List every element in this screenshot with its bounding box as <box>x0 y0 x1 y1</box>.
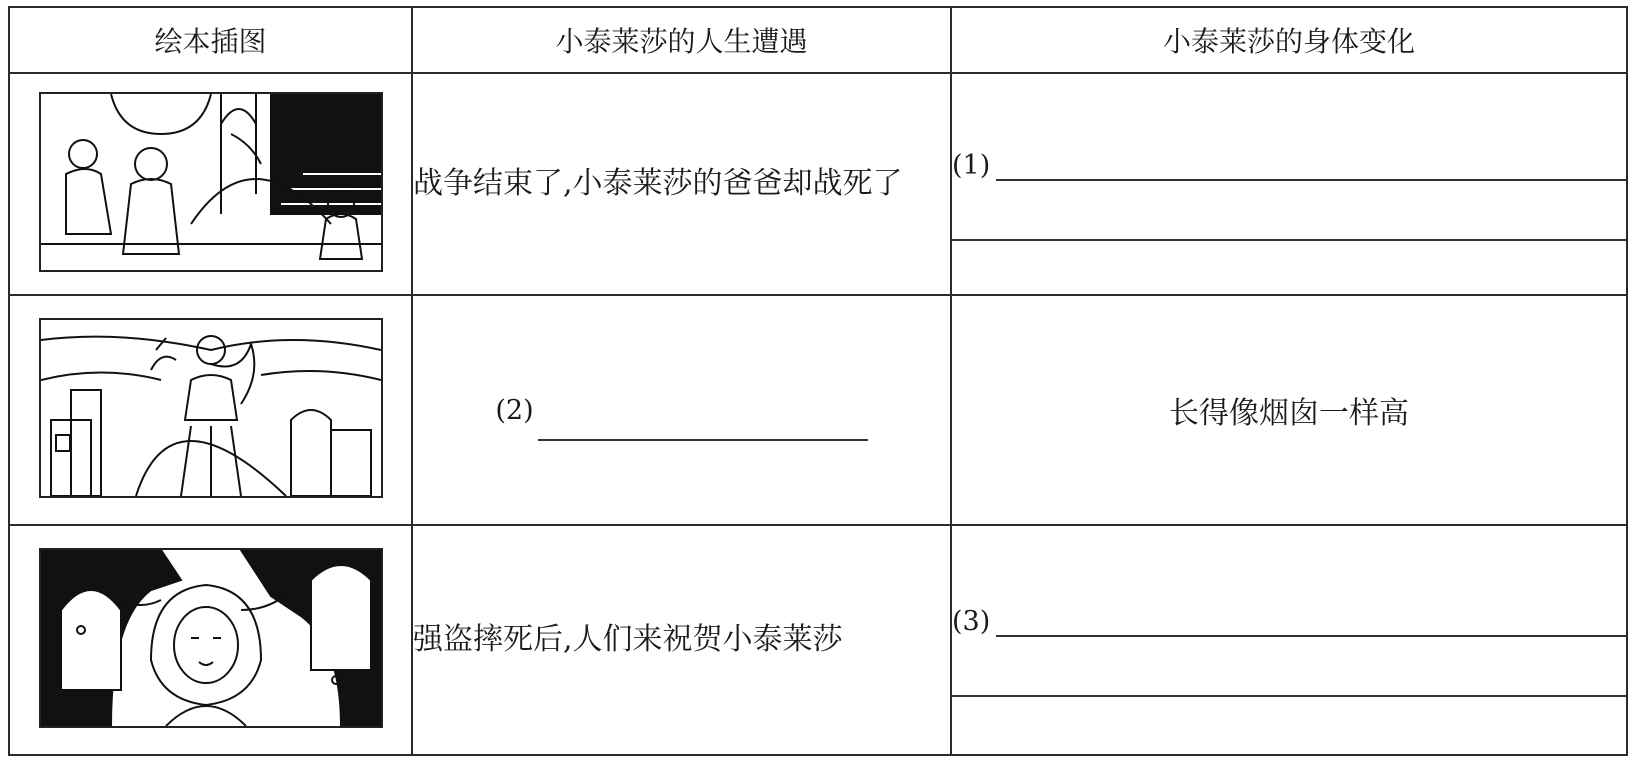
illustration-cell <box>9 525 412 755</box>
header-row <box>9 7 1627 73</box>
body-change-cell <box>951 73 1627 295</box>
table-row <box>9 525 1627 755</box>
illustration-cell <box>9 73 412 295</box>
answer-blank[interactable] <box>538 409 868 441</box>
event-text: 战争结束了,小泰莱莎的爸爸却战死了 <box>413 166 903 201</box>
event-cell <box>412 295 951 525</box>
event-text: 强盗摔死后,人们来祝贺小泰莱莎 <box>413 622 843 657</box>
header-body-changes: 小泰莱莎的身体变化 <box>951 7 1627 73</box>
story-table <box>8 6 1628 756</box>
illustration-cell <box>9 295 412 525</box>
event-cell <box>412 73 951 295</box>
question-number: (1) <box>952 150 991 181</box>
tall-girl-illustration <box>39 318 383 498</box>
question-number: (3) <box>952 606 991 637</box>
answer-line-1 <box>952 583 1626 637</box>
answer-blank[interactable] <box>996 153 1626 181</box>
answer-blank-continued[interactable] <box>952 181 1626 241</box>
answer-blank-continued[interactable] <box>952 637 1626 697</box>
table-row <box>9 295 1627 525</box>
war-ended-illustration <box>39 92 383 272</box>
celebration-illustration <box>39 548 383 728</box>
event-cell <box>412 525 951 755</box>
body-change-cell <box>951 525 1627 755</box>
body-change-text: 长得像烟囱一样高 <box>1169 396 1409 431</box>
body-change-cell <box>951 295 1627 525</box>
table-row <box>9 73 1627 295</box>
answer-blank[interactable] <box>996 609 1626 637</box>
question-number: (2) <box>495 394 534 426</box>
header-illustration: 绘本插图 <box>9 7 412 73</box>
answer-line-1 <box>952 127 1626 181</box>
header-life-events: 小泰莱莎的人生遭遇 <box>412 7 951 73</box>
